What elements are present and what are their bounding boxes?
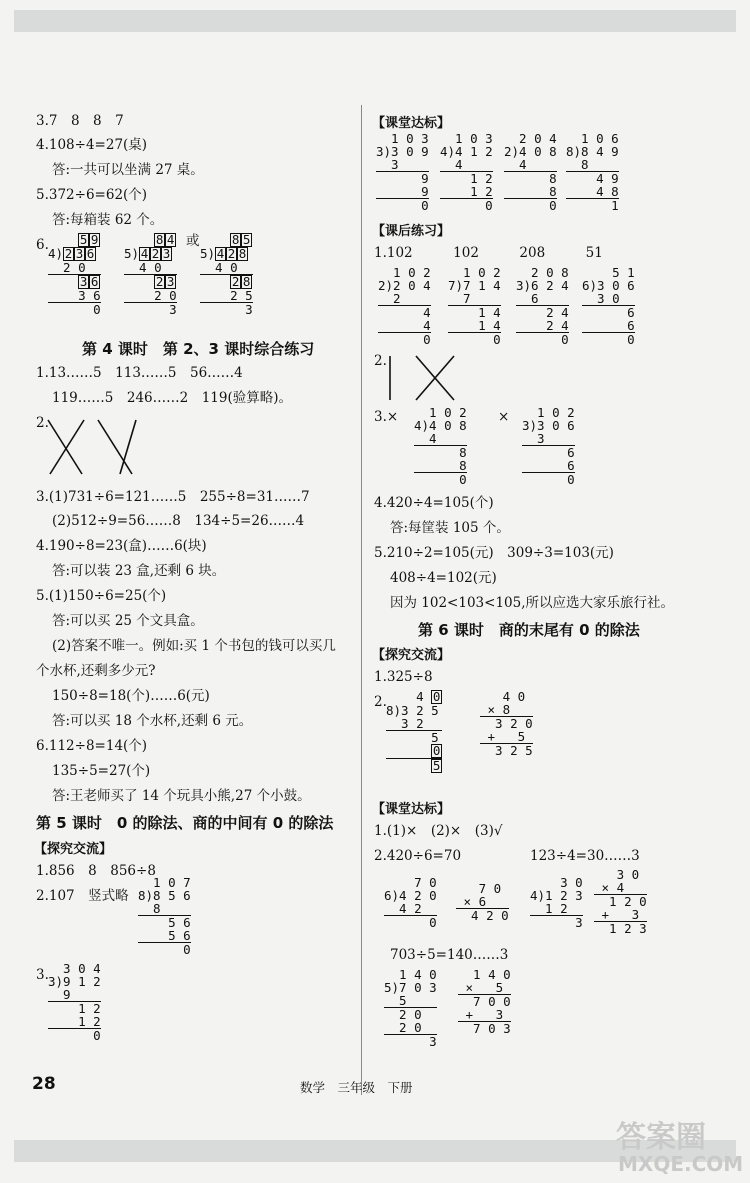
division-420-6: 7 0 6)4 2 0 4 2 0 (384, 875, 437, 930)
l4-q2-label: 2. (36, 415, 49, 431)
division-123-4: 3 0 4)1 2 3 1 2 3 (530, 875, 583, 930)
explore-header-right: 【探究交流】 (372, 648, 451, 663)
l5-q1: 1.856 8 856÷8 (36, 863, 156, 879)
division-309-3: 1 0 3 3)3 0 9 3 9 9 0 (376, 131, 429, 213)
l4-q6-line3: 答:王老师买了 14 个玩具小熊,27 个小鼓。 (52, 788, 311, 804)
division-408-4: 1 0 2 4)4 0 8 4 8 8 0 (414, 405, 467, 487)
after-q4-line1: 4.420÷4=105(个) (374, 495, 494, 511)
check-multiplication-123: 3 0 × 4 1 2 0 + 3 1 2 3 (594, 867, 647, 936)
l4-q3-line1: 3.(1)731÷6=121……5 255÷8=31……7 (36, 489, 310, 505)
division-306-6: 5 1 6)3 0 6 3 0 6 6 0 (582, 265, 635, 347)
after-q5-line3: 因为 102<103<105,所以应选大家乐旅行社。 (390, 595, 675, 611)
check-multiplication-703: 1 4 0 × 5 7 0 0 + 3 7 0 3 (458, 967, 511, 1036)
l6-check-q2b: 123÷4=30……3 (530, 848, 640, 864)
top-band (14, 10, 736, 32)
l4-q6-line1: 6.112÷8=14(个) (36, 738, 148, 754)
l4-q5-line6: 答:可以买 18 个水杯,还剩 6 元。 (52, 713, 253, 729)
l6-check-q2a: 2.420÷6=70 (374, 848, 462, 864)
answer-6-label: 6. (36, 237, 49, 253)
after-q3-second-mark: × (498, 409, 510, 425)
division-624-3: 2 0 8 3)6 2 4 6 2 4 2 4 0 (516, 265, 569, 347)
check-multiplication-325: 4 0 × 8 3 2 0 + 5 3 2 5 (480, 689, 533, 758)
division-box-1: 5 9 4) 2 3 6 2 0 3 6 3 6 0 (48, 232, 101, 317)
after-class-header: 【课后练习】 (372, 224, 451, 239)
division-box-3: 8 5 5) 4 2 8 4 0 2 8 2 5 3 (200, 232, 253, 317)
page-number: 28 (32, 1074, 56, 1094)
l4-q5-line1: 5.(1)150÷6=25(个) (36, 588, 167, 604)
or-word: 或 (186, 233, 200, 249)
l6-check-q3: 703÷5=140……3 (390, 947, 509, 963)
l5-q3-label: 3. (36, 967, 49, 983)
class-check-header: 【课堂达标】 (372, 116, 451, 131)
division-412-4: 1 0 3 4)4 1 2 4 1 2 1 2 0 (440, 131, 493, 213)
division-306-3: 1 0 2 3)3 0 6 3 6 6 0 (522, 405, 575, 487)
answer-5: 5.372÷6=62(个) (36, 187, 148, 203)
after-q4-line2: 答:每筐装 105 个。 (390, 520, 510, 536)
explore-header-left: 【探究交流】 (34, 842, 113, 857)
lesson-5-title: 第 5 课时 0 的除法、商的中间有 0 的除法 (36, 814, 334, 832)
division-856-8: 1 0 7 8)8 5 6 8 5 6 5 6 0 (138, 875, 191, 957)
division-408-2: 2 0 4 2)4 0 8 4 8 8 0 (504, 131, 557, 213)
after-q5-line2: 408÷4=102(元) (390, 570, 497, 586)
footer-subject: 数学 三年级 下册 (300, 1080, 413, 1095)
division-204-2: 1 0 2 2)2 0 4 2 4 4 0 (378, 265, 431, 347)
l6-check-q1: 1.(1)× (2)× (3)√ (374, 823, 503, 839)
after-q1: 1.102 102 208 51 (374, 245, 603, 261)
class-check-header-2: 【课堂达标】 (372, 802, 451, 817)
l4-q5-line2: 答:可以买 25 个文具盒。 (52, 613, 204, 629)
division-912-3: 3 0 4 3)9 1 2 9 1 2 1 2 0 (48, 961, 101, 1043)
watermark-url: MXQE.COM (618, 1152, 744, 1176)
l5-q2: 2.107 竖式略 (36, 888, 129, 904)
l4-q3-line2: (2)512÷9=56……8 134÷5=26……4 (52, 513, 305, 529)
l4-q4-line2: 答:可以装 23 盒,还剩 6 块。 (52, 563, 226, 579)
l4-q5-line4: 个水杯,还剩多少元? (36, 663, 156, 679)
matching-lines-right (384, 352, 464, 404)
division-box-2: 8 4 5) 4 2 3 4 0 2 3 2 0 3 (124, 232, 177, 317)
lesson-6-title: 第 6 课时 商的末尾有 0 的除法 (418, 621, 640, 639)
l4-q5-line5: 150÷8=18(个)……6(元) (52, 688, 210, 704)
l4-q1-line2: 119……5 246……2 119(验算略)。 (52, 390, 293, 406)
division-714-7: 1 0 2 7)7 1 4 7 1 4 1 4 0 (448, 265, 501, 347)
answer-4: 4.108÷4=27(桌) (36, 137, 148, 153)
l6-q1: 1.325÷8 (374, 669, 433, 685)
l4-q6-line2: 135÷5=27(个) (52, 763, 151, 779)
column-divider (361, 105, 362, 1095)
after-q2-label: 2. (374, 353, 387, 369)
answer-4-reply: 答:一共可以坐满 27 桌。 (52, 162, 204, 178)
division-849-8: 1 0 6 8)8 4 9 8 4 9 4 8 1 (566, 131, 619, 213)
l4-q1-line1: 1.13……5 113……5 56……4 (36, 365, 243, 381)
after-q5-line1: 5.210÷2=105(元) 309÷3=103(元) (374, 545, 614, 561)
division-703-5: 1 4 0 5)7 0 3 5 2 0 2 0 3 (384, 967, 437, 1049)
lesson-4-title: 第 4 课时 第 2、3 课时综合练习 (82, 340, 315, 358)
after-q3-label: 3.× (374, 409, 399, 425)
answer-3: 3.7 8 8 7 (36, 113, 124, 129)
l4-q5-line3: (2)答案不唯一。例如:买 1 个书包的钱可以买几 (52, 638, 336, 654)
watermark-logo: 答案圈 (616, 1120, 706, 1155)
answer-5-reply: 答:每箱装 62 个。 (52, 212, 164, 228)
l6-q2-label: 2. (374, 694, 387, 710)
check-multiplication-420: 7 0 × 6 4 2 0 (456, 881, 509, 923)
l4-q4-line1: 4.190÷8=23(盒)……6(块) (36, 538, 207, 554)
matching-lines-left (40, 412, 150, 482)
division-325-8: 4 0 8)3 2 5 3 2 5 0 5 (386, 689, 441, 773)
